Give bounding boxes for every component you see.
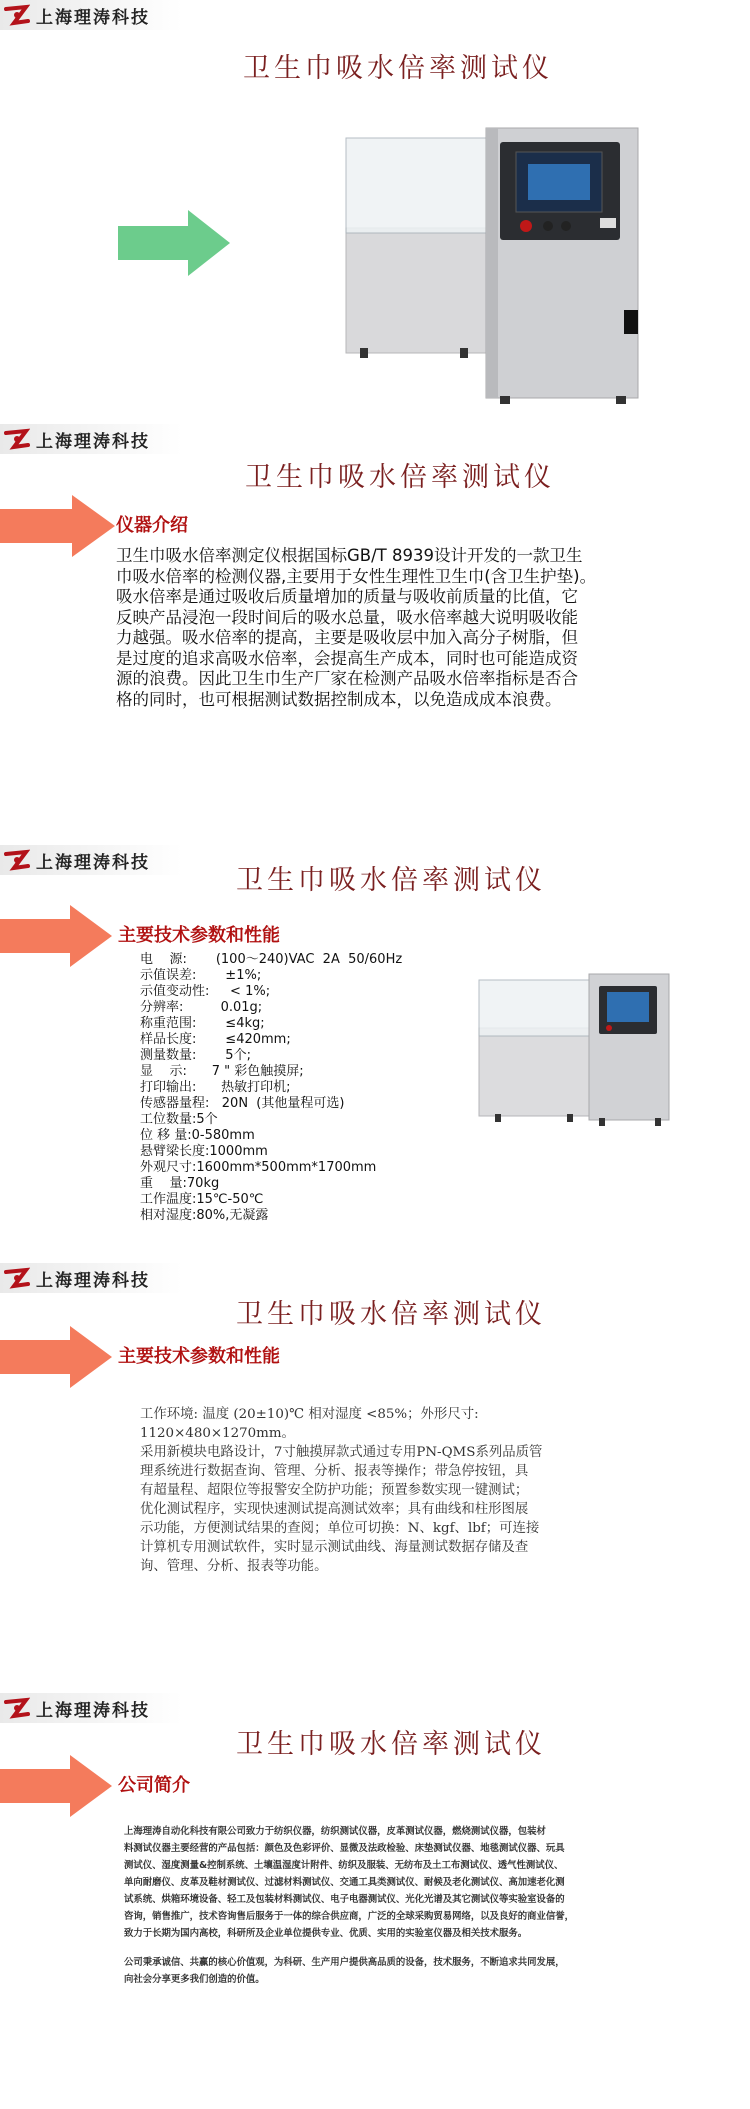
logo-mark-icon xyxy=(4,3,30,27)
brand-logo xyxy=(0,0,182,30)
spec-item: 分辨率: 0.01g; xyxy=(140,1000,263,1015)
intro-line: 吸水倍率是通过吸收后质量增加的质量与吸收前质量的比值，它 xyxy=(116,587,578,606)
logo-text: 上海理涛科技 xyxy=(36,431,150,452)
spec-item: 样品长度: ≤420mm; xyxy=(140,1032,291,1047)
spec-item: 悬臂梁长度:1000mm xyxy=(140,1144,268,1159)
intro-line: 格的同时，也可根据测试数据控制成本，以免造成成本浪费。 xyxy=(116,689,562,709)
logo-mark-icon xyxy=(4,1266,30,1290)
company-line: 试系统、烘箱环境设备、轻工及包装材料测试仪、电子电器测试仪、光化光谱及其它测试仪等实验室设备的 xyxy=(124,1894,565,1905)
company-line: 向社会分享更多我们创造的价值。 xyxy=(124,1974,265,1985)
intro-line: 反映产品浸泡一段时间后的吸水总量，吸水倍率越大说明吸收能 xyxy=(116,607,578,627)
spec-item: 电 源: (100～240)VAC 2A 50/60Hz xyxy=(140,952,403,967)
performance-line: 有超量程、超限位等报警安全防护功能；预置参数实现一键测试； xyxy=(140,1483,529,1498)
spec-item: 工位数量:5个 xyxy=(140,1112,218,1127)
specs-list xyxy=(140,952,402,1224)
arrow-right-icon xyxy=(0,1755,112,1817)
spec-item: 示值误差: ±1%; xyxy=(140,968,262,983)
company-paragraph xyxy=(124,1823,724,1988)
performance-line: 计算机专用测试软件，实时显示测试曲线、海量测试数据存储及查 xyxy=(140,1540,529,1555)
section-title: 卫生巾吸水倍率测试仪 xyxy=(236,1299,546,1330)
logo-text: 上海理涛科技 xyxy=(36,1700,150,1721)
company-line: 致力于长期为国内高校，科研所及企业单位提供专业、优质、实用的实验室仪器及相关技术服务。 xyxy=(124,1928,528,1939)
spec-item: 打印输出: 热敏打印机; xyxy=(140,1080,291,1095)
intro-paragraph xyxy=(116,546,676,710)
performance-line: 询、管理、分析、报表等功能。 xyxy=(140,1559,328,1574)
logo-mark-icon xyxy=(4,1696,30,1720)
performance-line: 理系统进行数据查询、管理、分析、报表等操作；带急停按钮，具 xyxy=(140,1464,529,1479)
company-line: 上海理涛自动化科技有限公司致力于纺织仪器，纺织测试仪器，皮革测试仪器，燃烧测试仪器，包装材 xyxy=(124,1826,546,1837)
spec-item: 工作温度:15℃-50℃ xyxy=(140,1192,264,1207)
logo-mark-icon xyxy=(4,427,30,451)
performance-line: 工作环境: 温度 (20±10)℃ 相对湿度 <85%；外形尺寸: xyxy=(140,1407,479,1422)
performance-line: 采用新模块电路设计，7寸触摸屏款式通过专用PN-QMS系列品质管 xyxy=(140,1445,543,1460)
spec-item: 测量数量: 5个; xyxy=(140,1048,251,1063)
company-line xyxy=(124,1942,724,1954)
company-line: 测试仪、湿度测量&控制系统、土壤温湿度计附件、纺织及服装、无纺布及土工布测试仪、透气性测试仪、 xyxy=(124,1860,564,1871)
spec-item: 重 量:70kg xyxy=(140,1176,220,1191)
logo-text: 上海理涛科技 xyxy=(36,7,150,28)
company-line: 单向耐磨仪、皮革及鞋材测试仪、过滤材料测试仪、交通工具类测试仪、耐候及老化测试仪、高加速老化测 xyxy=(124,1877,565,1888)
performance-line: 优化测试程序，实现快速测试提高测试效率；具有曲线和柱形图展 xyxy=(140,1502,529,1517)
intro-heading: 仪器介绍 xyxy=(116,515,188,536)
brand-logo xyxy=(0,845,182,875)
spec-item: 位 移 量:0-580mm xyxy=(140,1128,255,1143)
brand-logo xyxy=(0,1263,182,1293)
page-title: 卫生巾吸水倍率测试仪 xyxy=(243,53,553,84)
specs-heading: 主要技术参数和性能 xyxy=(118,925,280,946)
arrow-right-icon xyxy=(0,905,112,967)
intro-line: 力越强。吸水倍率的提高，主要是吸收层中加入高分子树脂，但 xyxy=(116,628,578,647)
spec-item: 相对湿度:80%,无凝露 xyxy=(140,1208,269,1223)
performance-line: 1120×480×1270mm。 xyxy=(140,1426,295,1441)
section-title: 卫生巾吸水倍率测试仪 xyxy=(236,865,546,896)
intro-line: 巾吸水倍率的检测仪器,主要用于女性生理性卫生巾(含卫生护垫)。 xyxy=(116,566,597,586)
company-line: 公司秉承诚信、共赢的核心价值观，为科研、生产用户提供高品质的设备，技术服务，不断追求共同发展， xyxy=(124,1957,565,1968)
section-title: 卫生巾吸水倍率测试仪 xyxy=(236,1729,546,1760)
spec-item: 传感器量程: 20N (其他量程可选) xyxy=(140,1096,345,1111)
spec-item: 外观尺寸:1600mm*500mm*1700mm xyxy=(140,1160,377,1175)
arrow-right-icon xyxy=(118,210,230,276)
instrument-photo xyxy=(340,120,650,420)
logo-text: 上海理涛科技 xyxy=(36,1270,150,1291)
performance-line: 示功能，方便测试结果的查阅；单位可切换：N、kgf、lbf；可连接 xyxy=(140,1521,540,1536)
spec-item: 示值变动性: < 1%; xyxy=(140,984,271,999)
arrow-right-icon xyxy=(0,1326,112,1388)
instrument-photo xyxy=(475,968,675,1158)
company-line: 咨询，销售推广，技术咨询售后服务于一体的综合供应商，广泛的全球采购贸易网络，以及良好的商业信誉， xyxy=(124,1911,575,1922)
intro-line: 是过度的追求高吸水倍率，会提高生产成本，同时也可能造成资 xyxy=(116,648,578,668)
logo-text: 上海理涛科技 xyxy=(36,852,150,873)
company-line: 料测试仪器主要经营的产品包括：颜色及色彩评价、显微及法政检验、床垫测试仪器、地毯测试仪器、玩具 xyxy=(124,1843,565,1854)
brand-logo xyxy=(0,424,182,454)
intro-line: 卫生巾吸水倍率测定仪根据国标GB/T 8939设计开发的一款卫生 xyxy=(116,546,583,565)
intro-line: 源的浪费。因此卫生巾生产厂家在检测产品吸水倍率指标是否合 xyxy=(116,669,578,688)
logo-mark-icon xyxy=(4,848,30,872)
brand-logo xyxy=(0,1693,182,1723)
arrow-right-icon xyxy=(0,495,115,557)
spec-item: 称重范围: ≤4kg; xyxy=(140,1016,265,1031)
section-title: 卫生巾吸水倍率测试仪 xyxy=(245,462,555,493)
performance-paragraph xyxy=(140,1405,660,1576)
company-heading: 公司简介 xyxy=(118,1775,190,1796)
specs-heading: 主要技术参数和性能 xyxy=(118,1346,280,1367)
spec-item: 显 示: 7 " 彩色触摸屏; xyxy=(140,1064,304,1079)
